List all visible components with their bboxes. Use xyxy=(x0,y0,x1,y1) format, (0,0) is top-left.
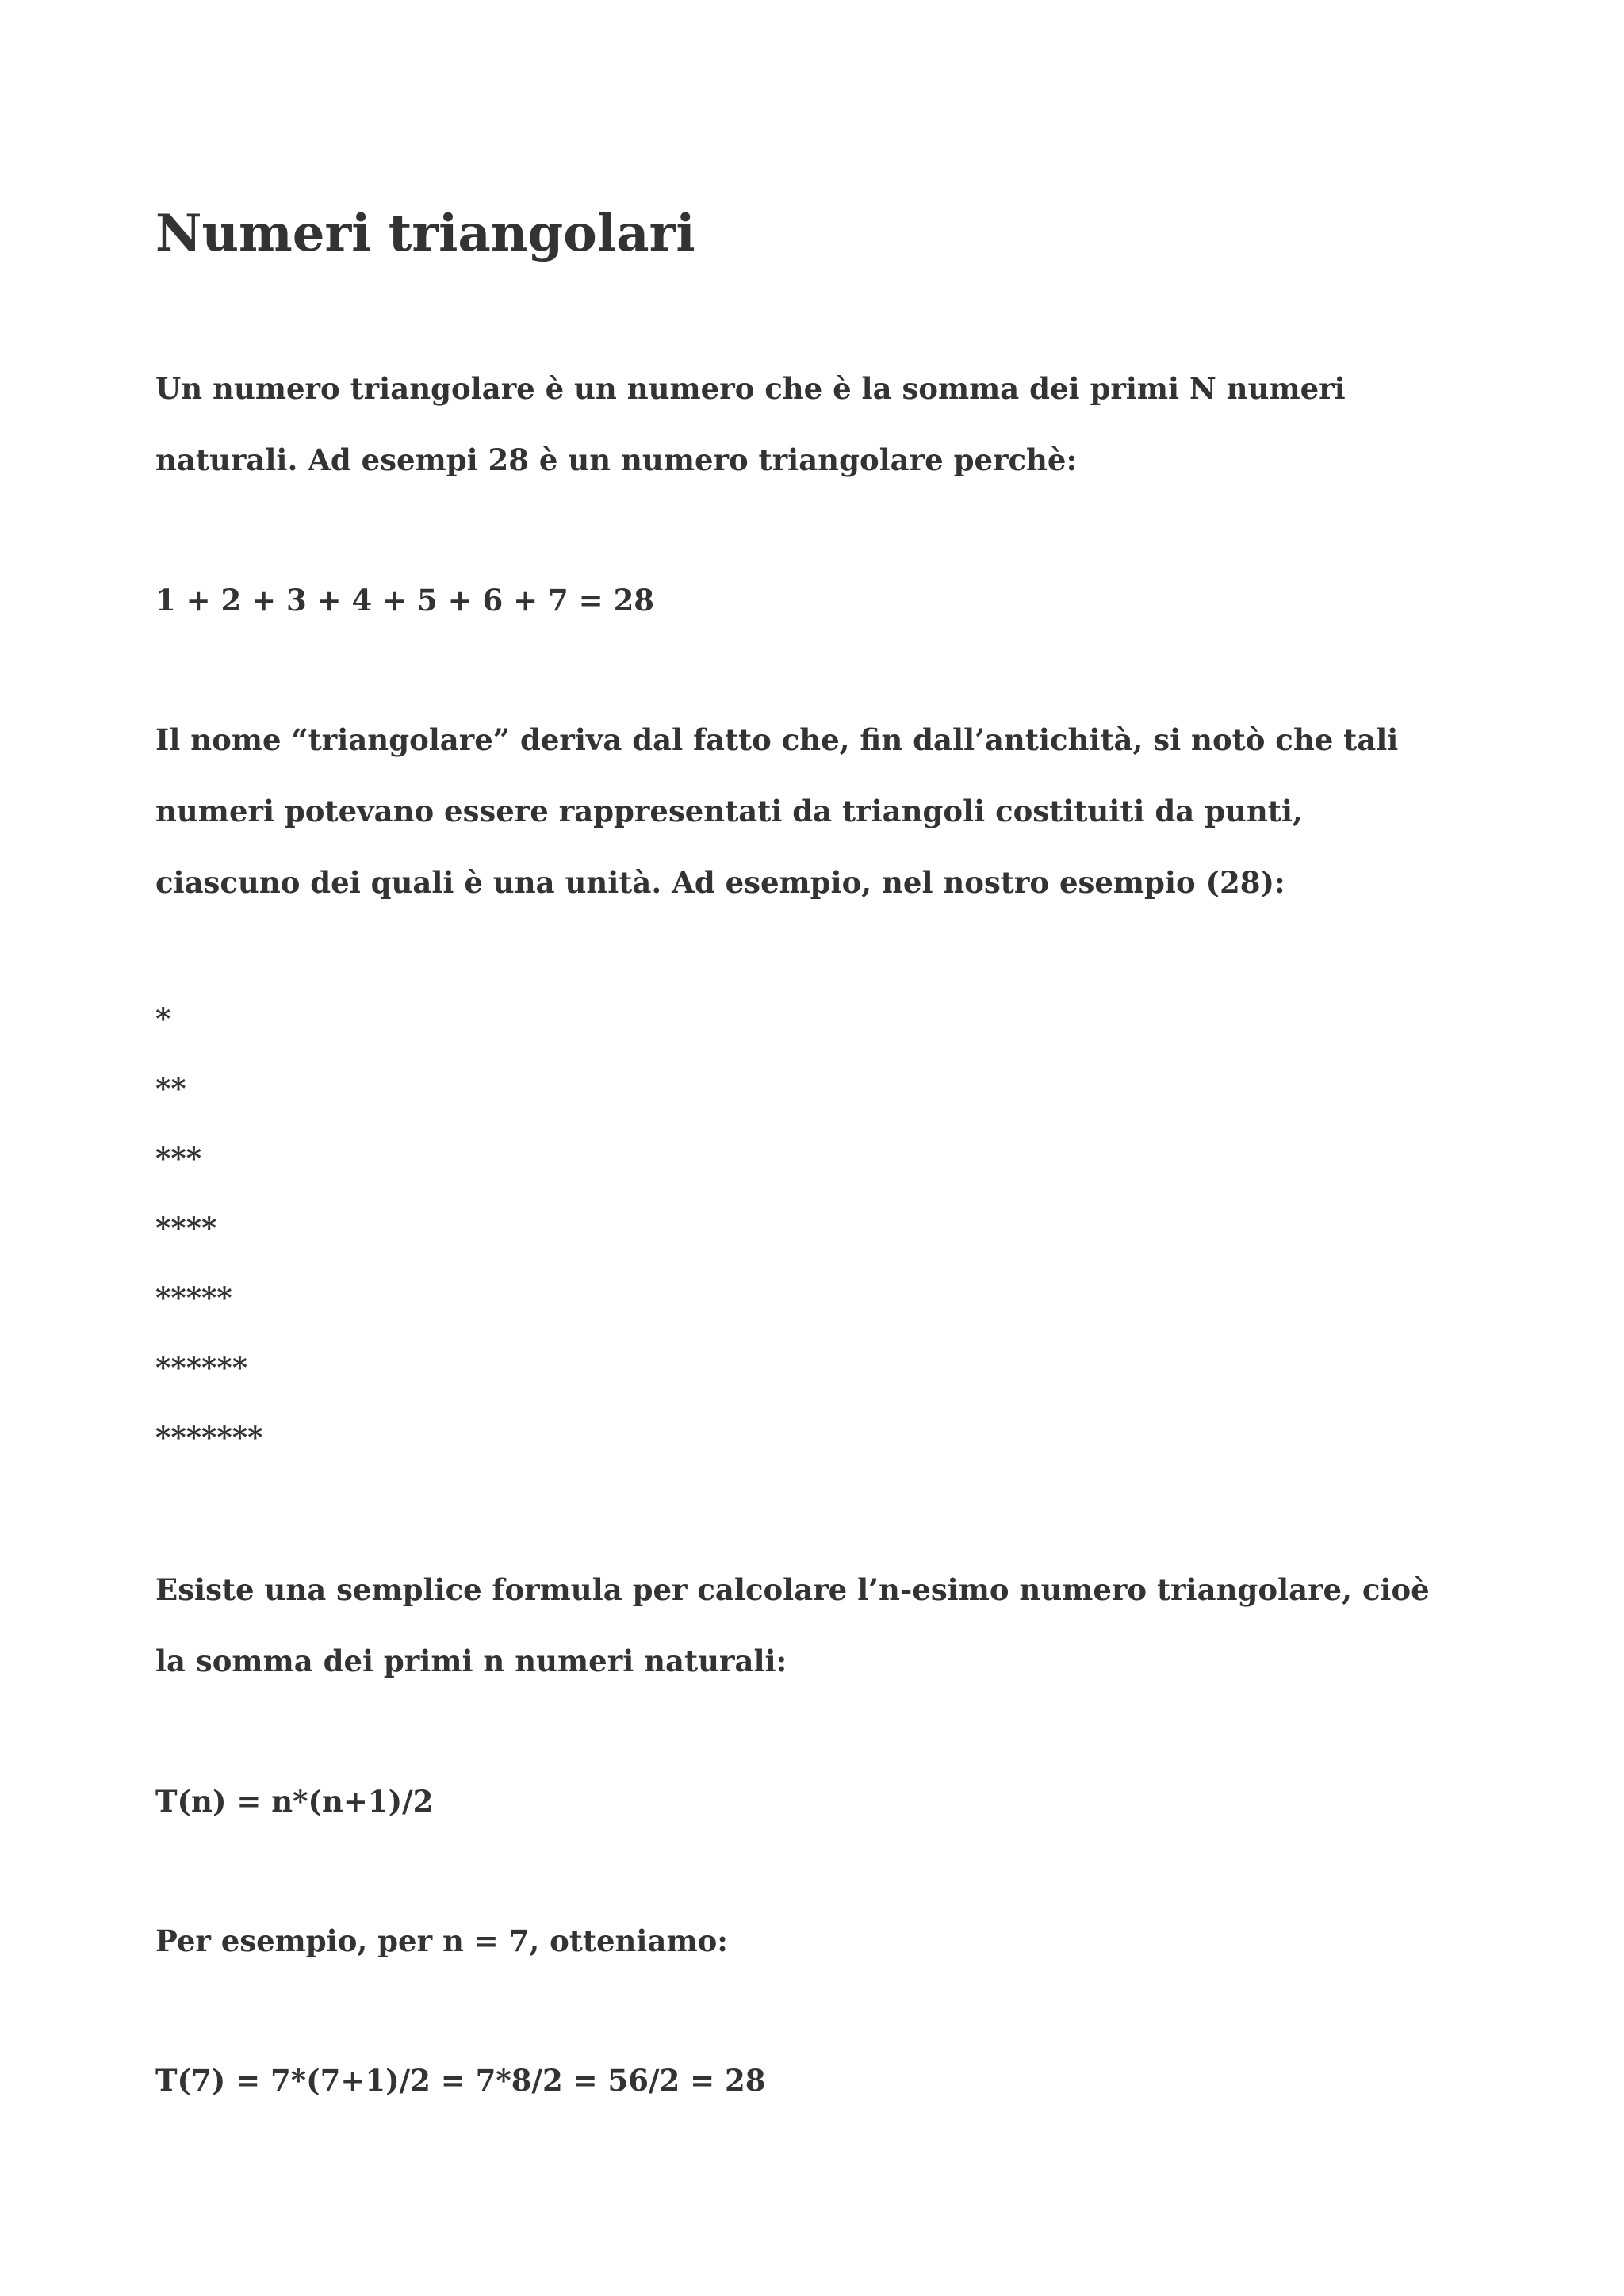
formula xyxy=(155,1766,433,1837)
triangle-row: ** xyxy=(155,1071,186,1106)
text-line: ciascuno dei quali è una unità. Ad esempio, nel nostro esempio (28): xyxy=(155,865,1285,900)
text-line: Esiste una semplice formula per calcolare l’n-esimo numero triangolare, cioè xyxy=(155,1572,1430,1607)
intro-paragraph xyxy=(155,353,1346,496)
text-line: T(n) = n*(n+1)/2 xyxy=(155,1784,434,1819)
text-line: Il nome “triangolare” deriva dal fatto che, fin dall’antichità, si notò che tali xyxy=(155,722,1399,757)
triangle-row: ****** xyxy=(155,1350,248,1385)
example-intro xyxy=(155,1905,728,1976)
page-title: Numeri triangolari xyxy=(155,204,695,263)
example-result xyxy=(155,2045,766,2116)
text-line: naturali. Ad esempi 28 è un numero triangolare perchè: xyxy=(155,442,1078,477)
text-line: numeri potevano essere rappresentati da triangoli costituiti da punti, xyxy=(155,794,1303,828)
text-line: T(7) = 7*(7+1)/2 = 7*8/2 = 56/2 = 28 xyxy=(155,2063,766,2098)
sum-example xyxy=(155,564,654,636)
triangle-row: **** xyxy=(155,1211,217,1246)
name-origin-paragraph xyxy=(155,704,1398,918)
triangle-row: *** xyxy=(155,1141,202,1176)
text-line: Per esempio, per n = 7, otteniamo: xyxy=(155,1923,728,1958)
star-triangle xyxy=(155,983,262,1471)
text-line: 1 + 2 + 3 + 4 + 5 + 6 + 7 = 28 xyxy=(155,583,655,618)
triangle-row: * xyxy=(155,1001,171,1036)
triangle-row: ***** xyxy=(155,1280,232,1315)
triangle-row: ******* xyxy=(155,1420,263,1455)
text-line: la somma dei primi n numeri naturali: xyxy=(155,1644,787,1678)
text-line: Un numero triangolare è un numero che è la somma dei primi N numeri xyxy=(155,371,1346,406)
formula-intro-paragraph xyxy=(155,1554,1430,1697)
